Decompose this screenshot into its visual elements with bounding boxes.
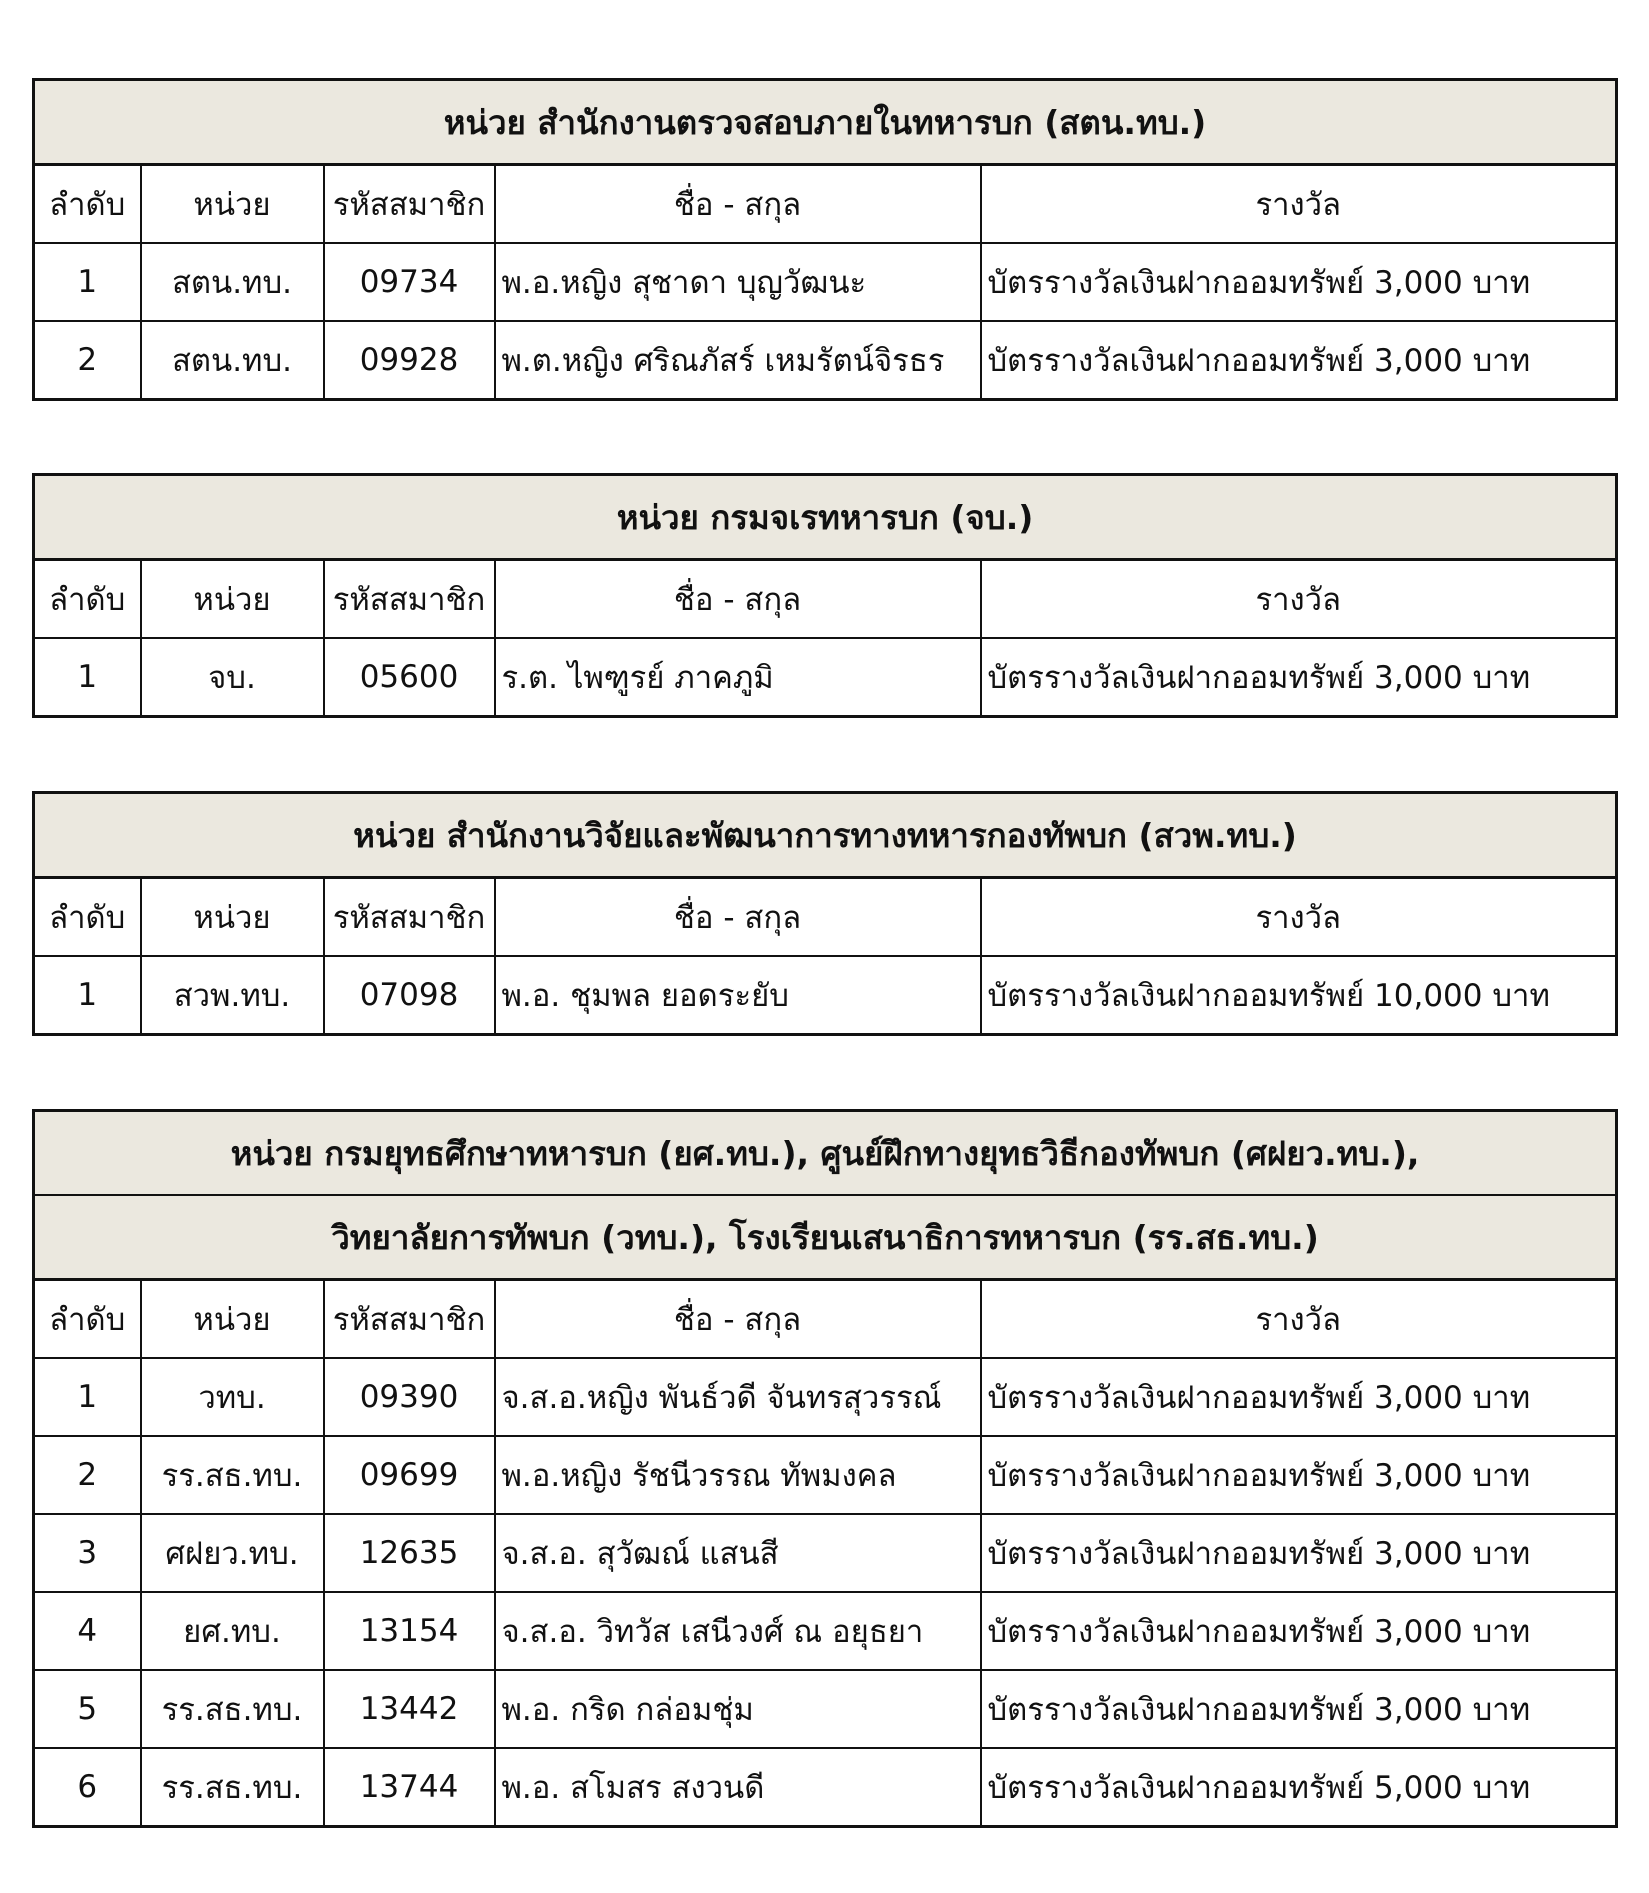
cell-name: พ.อ. สโมสร สงวนดี: [495, 1748, 981, 1827]
cell-award: บัตรรางวัลเงินฝากออมทรัพย์ 3,000 บาท: [981, 638, 1617, 717]
unit-table-rd: [32, 791, 1618, 1036]
cell-name: พ.อ. กริด กล่อมชุ่ม: [495, 1670, 981, 1748]
header-unit: หน่วย: [141, 165, 324, 244]
header-unit: หน่วย: [141, 878, 324, 957]
cell-member-id: 13744: [324, 1748, 495, 1827]
cell-award: บัตรรางวัลเงินฝากออมทรัพย์ 3,000 บาท: [981, 1358, 1617, 1436]
cell-order: 5: [34, 1670, 141, 1748]
section-title: หน่วย กรมยุทธศึกษาทหารบก (ยศ.ทบ.), ศูนย์ฝึกทางยุทธวิธีกองทัพบก (ศฝยว.ทบ.),: [34, 1111, 1617, 1196]
section-title: หน่วย สำนักงานตรวจสอบภายในทหารบก (สตน.ทบ.): [34, 80, 1617, 165]
cell-member-id: 13442: [324, 1670, 495, 1748]
cell-unit: รร.สธ.ทบ.: [141, 1748, 324, 1827]
cell-member-id: 07098: [324, 956, 495, 1035]
cell-unit: ยศ.ทบ.: [141, 1592, 324, 1670]
cell-member-id: 05600: [324, 638, 495, 717]
header-unit: หน่วย: [141, 1280, 324, 1359]
cell-order: 2: [34, 1436, 141, 1514]
cell-unit: รร.สธ.ทบ.: [141, 1670, 324, 1748]
header-order: ลำดับ: [34, 1280, 141, 1359]
cell-award: บัตรรางวัลเงินฝากออมทรัพย์ 3,000 บาท: [981, 321, 1617, 400]
cell-name: จ.ส.อ. วิทวัส เสนีวงศ์ ณ อยุธยา: [495, 1592, 981, 1670]
unit-table-ia: [32, 78, 1618, 401]
cell-order: 4: [34, 1592, 141, 1670]
cell-unit: จบ.: [141, 638, 324, 717]
header-name: ชื่อ - สกุล: [495, 165, 981, 244]
table-row: [34, 1436, 1617, 1514]
cell-award: บัตรรางวัลเงินฝากออมทรัพย์ 3,000 บาท: [981, 1436, 1617, 1514]
header-award: รางวัล: [981, 560, 1617, 639]
cell-unit: ศฝยว.ทบ.: [141, 1514, 324, 1592]
table-row: [34, 1358, 1617, 1436]
cell-unit: สตน.ทบ.: [141, 243, 324, 321]
cell-name: จ.ส.อ. สุวัฒณ์ แสนสี: [495, 1514, 981, 1592]
cell-unit: สวพ.ทบ.: [141, 956, 324, 1035]
cell-award: บัตรรางวัลเงินฝากออมทรัพย์ 3,000 บาท: [981, 243, 1617, 321]
section-title: หน่วย สำนักงานวิจัยและพัฒนาการทางทหารกองทัพบก (สวพ.ทบ.): [34, 793, 1617, 878]
cell-name: พ.ต.หญิง ศริณภัสร์ เหมรัตน์จิรธร: [495, 321, 981, 400]
unit-table-education: [32, 1109, 1618, 1828]
cell-award: บัตรรางวัลเงินฝากออมทรัพย์ 10,000 บาท: [981, 956, 1617, 1035]
table-row: [34, 638, 1617, 717]
header-award: รางวัล: [981, 1280, 1617, 1359]
cell-order: 3: [34, 1514, 141, 1592]
section-title-continued: วิทยาลัยการทัพบก (วทบ.), โรงเรียนเสนาธิการทหารบก (รร.สธ.ทบ.): [34, 1195, 1617, 1280]
cell-order: 1: [34, 243, 141, 321]
cell-member-id: 09928: [324, 321, 495, 400]
cell-name: พ.อ.หญิง สุชาดา บุญวัฒนะ: [495, 243, 981, 321]
cell-award: บัตรรางวัลเงินฝากออมทรัพย์ 3,000 บาท: [981, 1670, 1617, 1748]
cell-name: พ.อ.หญิง รัชนีวรรณ ทัพมงคล: [495, 1436, 981, 1514]
cell-order: 2: [34, 321, 141, 400]
cell-order: 1: [34, 1358, 141, 1436]
header-name: ชื่อ - สกุล: [495, 878, 981, 957]
section-title: หน่วย กรมจเรทหารบก (จบ.): [34, 475, 1617, 560]
header-order: ลำดับ: [34, 560, 141, 639]
cell-name: จ.ส.อ.หญิง พันธ์วดี จันทรสุวรรณ์: [495, 1358, 981, 1436]
cell-order: 6: [34, 1748, 141, 1827]
cell-order: 1: [34, 956, 141, 1035]
table-row: [34, 321, 1617, 400]
table-row: [34, 1748, 1617, 1827]
cell-member-id: 12635: [324, 1514, 495, 1592]
cell-order: 1: [34, 638, 141, 717]
cell-name: ร.ต. ไพฑูรย์ ภาคภูมิ: [495, 638, 981, 717]
cell-unit: สตน.ทบ.: [141, 321, 324, 400]
cell-name: พ.อ. ชุมพล ยอดระยับ: [495, 956, 981, 1035]
header-order: ลำดับ: [34, 165, 141, 244]
cell-award: บัตรรางวัลเงินฝากออมทรัพย์ 5,000 บาท: [981, 1748, 1617, 1827]
header-name: ชื่อ - สกุล: [495, 560, 981, 639]
table-row: [34, 1514, 1617, 1592]
cell-member-id: 13154: [324, 1592, 495, 1670]
table-row: [34, 1670, 1617, 1748]
header-member-id: รหัสสมาชิก: [324, 560, 495, 639]
header-award: รางวัล: [981, 165, 1617, 244]
header-member-id: รหัสสมาชิก: [324, 165, 495, 244]
cell-award: บัตรรางวัลเงินฝากออมทรัพย์ 3,000 บาท: [981, 1514, 1617, 1592]
header-member-id: รหัสสมาชิก: [324, 1280, 495, 1359]
header-name: ชื่อ - สกุล: [495, 1280, 981, 1359]
unit-table-ig: [32, 473, 1618, 718]
table-row: [34, 1592, 1617, 1670]
table-row: [34, 243, 1617, 321]
cell-unit: รร.สธ.ทบ.: [141, 1436, 324, 1514]
cell-member-id: 09699: [324, 1436, 495, 1514]
header-award: รางวัล: [981, 878, 1617, 957]
table-row: [34, 956, 1617, 1035]
cell-member-id: 09734: [324, 243, 495, 321]
header-order: ลำดับ: [34, 878, 141, 957]
header-member-id: รหัสสมาชิก: [324, 878, 495, 957]
header-unit: หน่วย: [141, 560, 324, 639]
cell-award: บัตรรางวัลเงินฝากออมทรัพย์ 3,000 บาท: [981, 1592, 1617, 1670]
cell-unit: วทบ.: [141, 1358, 324, 1436]
cell-member-id: 09390: [324, 1358, 495, 1436]
